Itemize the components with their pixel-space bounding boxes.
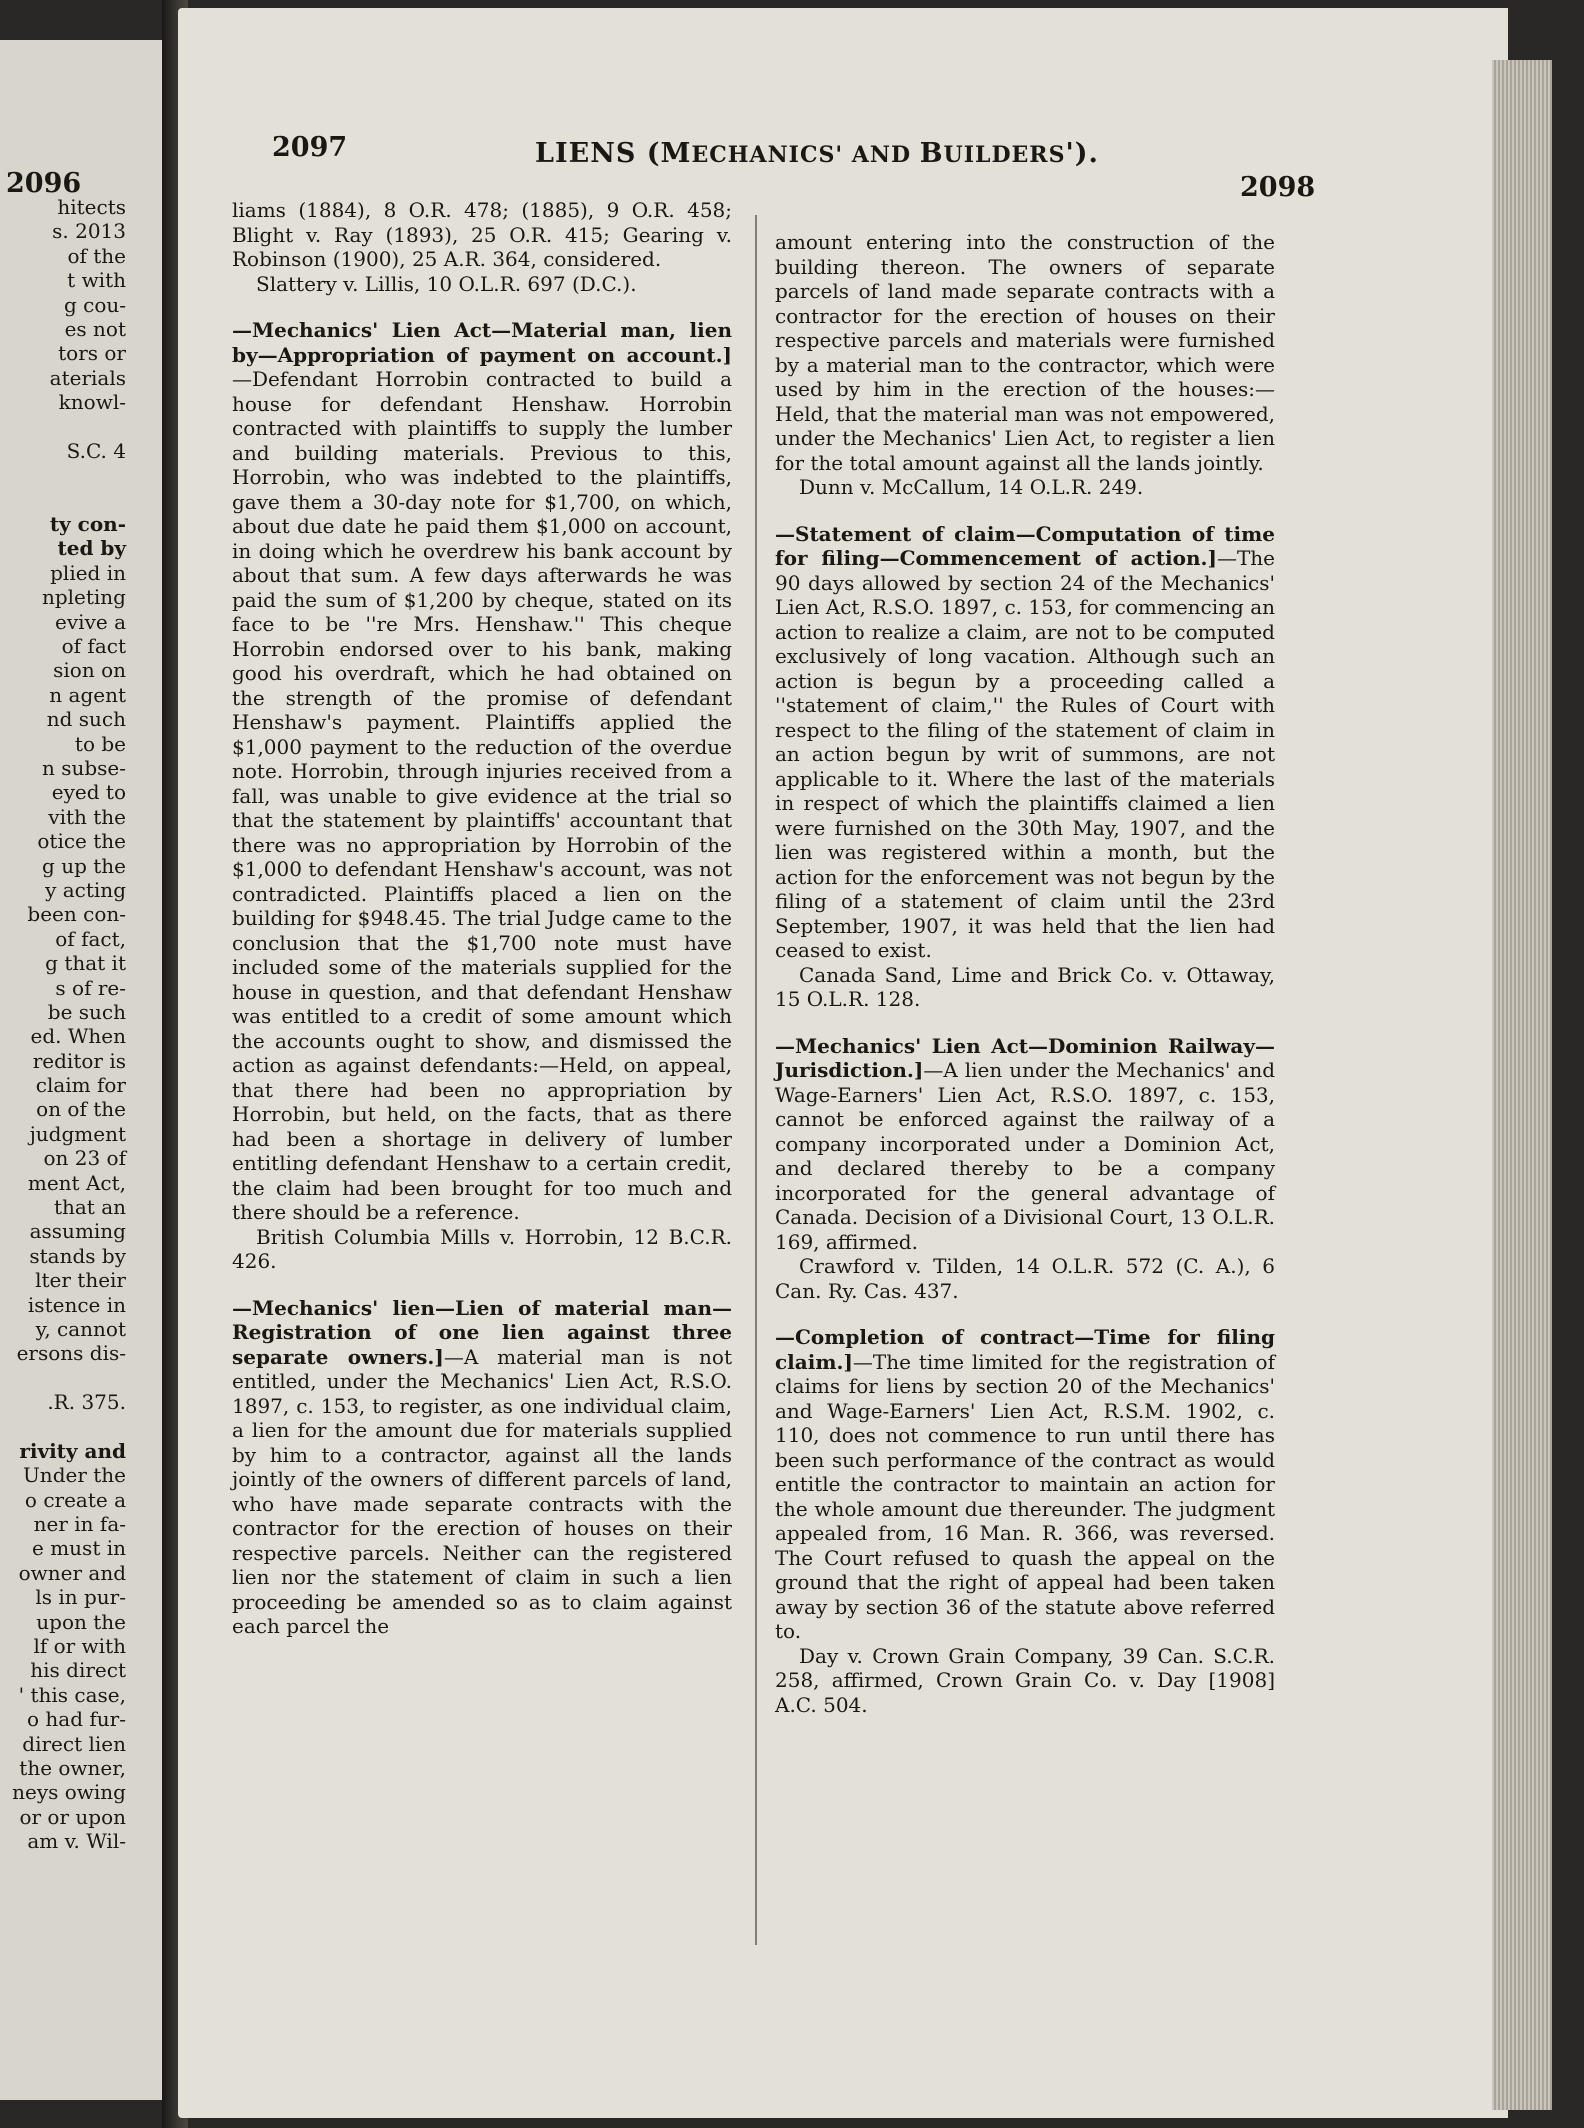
page-edges <box>1492 60 1552 2110</box>
facing-page-line: or or upon <box>19 1804 126 1829</box>
facing-page-line <box>0 488 126 512</box>
running-title <box>535 138 1099 169</box>
facing-page-line: ed. When <box>30 1024 126 1049</box>
entry-citation: Day v. Crown Grain Company, 39 Can. S.C.R. 258, affirmed, Crown Grain Co. v. Day [1908] A.C. 504. <box>775 1643 1275 1717</box>
facing-page-line: his direct <box>30 1658 126 1683</box>
facing-page <box>0 40 168 2100</box>
entry-dominion-railway <box>775 1034 1275 1304</box>
facing-page-line: t with <box>67 268 126 293</box>
entry-body: amount entering into the construction of the building thereon. The owners of separate parcels of land made separate contracts with a contractor for the erection of houses on their respective parcels and materials were furnished by a material man to the contractor, which were used by him in the erection of the houses:—Held, that the material man was not empowered, under the Mechanics' Lien Act, to register a lien for the total amount against all the lands jointly. <box>775 230 1275 475</box>
running-title-main: LIENS (M <box>535 138 692 169</box>
facing-page-line: o had fur- <box>27 1707 126 1732</box>
entry-material-man-lien <box>232 318 732 1274</box>
facing-page-line: s. 2013 <box>52 219 126 244</box>
entry-continued <box>232 198 732 296</box>
entry-body: —A material man is not entitled, under the Mechanics' Lien Act, R.S.O. 1897, c. 153, to register, as one individual claim, a lien for the amount due for materials supplied by him to a contractor, against all the lands jointly of the owners of different parcels of land, who have made separate contracts with the contractor for the erection of houses on their respective parcels. Neither can the registered lien nor the statement of claim in such a lien proceeding be amended so as to claim against each parcel the <box>232 1344 732 1638</box>
column-divider <box>755 215 757 1945</box>
page-number-left: 2097 <box>272 132 348 163</box>
entry-citation: Slattery v. Lillis, 10 O.L.R. 697 (D.C.). <box>256 271 637 296</box>
entry-body: —The 90 days allowed by section 24 of the Mechanics' Lien Act, R.S.O. 1897, c. 153, for commencing an action to realize a claim, are not to be computed exclusively of long vacation. Although such an action is begun by a proceeding called a ''statement of claim,'' the Rules of Court with respect to the filing of the statement of claim in an action begun by writ of summons, are not applicable to it. Where the last of the materials in respect of which the plaintiffs claimed a lien were furnished on the 30th May, 1907, and the lien was registered within a month, but the action for the enforcement was not begun by the filing of a statement of claim until the 23rd September, 1907, it was held that the lien had ceased to exist. <box>775 546 1275 962</box>
facing-page-line: evive a <box>55 609 126 634</box>
facing-page-line <box>0 1366 126 1390</box>
entry-heading: —Mechanics' Lien Act—Material man, lien by—Appropriation of payment on account.] <box>232 318 732 367</box>
facing-page-line: upon the <box>36 1609 126 1634</box>
facing-page-line: n agent <box>49 682 126 707</box>
facing-page-line: am v. Wil- <box>27 1829 126 1854</box>
facing-page-line: vith the <box>48 804 126 829</box>
facing-page-line: s of re- <box>55 975 126 1000</box>
left-column <box>232 198 732 1661</box>
facing-page-line: on 23 of <box>43 1146 126 1171</box>
entry-citation: British Columbia Mills v. Horrobin, 12 B.C.R. 426. <box>232 1224 732 1273</box>
facing-page-line: of fact, <box>55 926 126 951</box>
facing-page-line: ner in fa- <box>33 1512 126 1537</box>
facing-page-line: eyed to <box>51 780 126 805</box>
facing-page-line: ty con- <box>49 512 126 537</box>
facing-page-line: tors or <box>58 341 126 366</box>
facing-page-line: Under the <box>22 1463 126 1488</box>
facing-page-line: sion on <box>53 658 126 683</box>
facing-page-line: y acting <box>45 877 126 902</box>
facing-page-line: reditor is <box>32 1048 126 1073</box>
entry-citation: Canada Sand, Lime and Brick Co. v. Ottaway, 15 O.L.R. 128. <box>775 962 1275 1011</box>
facing-page-text <box>0 195 126 1854</box>
facing-page-line <box>0 1415 126 1439</box>
entry-registration-one-lien <box>232 1296 732 1639</box>
facing-page-line: judgment <box>29 1121 126 1146</box>
facing-page-line: n subse- <box>41 755 126 780</box>
entry-body: —A lien under the Mechanics' and Wage-Earners' Lien Act, R.S.O. 1897, c. 153, cannot be enforced against the railway of a company incorporated under a Dominion Act, and declared thereby to be a company incorporated for the general advantage of Canada. Decision of a Divisional Court, 13 O.L.R. 169, affirmed. <box>775 1058 1275 1254</box>
facing-page-line: ' this case, <box>18 1682 126 1707</box>
facing-page-line: S.C. 4 <box>66 438 126 463</box>
facing-page-line: to be <box>74 731 126 756</box>
facing-page-line: .R. 375. <box>47 1390 126 1415</box>
facing-page-line: g that it <box>45 951 126 976</box>
facing-page-line: hitects <box>57 195 126 219</box>
entry-heading: —Mechanics' Lien Act—Dominion Railway—Jurisdiction.] <box>775 1033 1275 1082</box>
facing-page-line: aterials <box>49 365 126 390</box>
facing-page-number: 2096 <box>6 168 82 199</box>
entry-citation: Dunn v. McCallum, 14 O.L.R. 249. <box>799 475 1144 499</box>
facing-page-line: lf or with <box>33 1634 126 1659</box>
entry-body: —The time limited for the registration of claims for liens by section 20 of the Mechanics' and Wage-Earners' Lien Act, R.S.M. 1902, c. 110, does not commence to run until there has been such performance of the contract as would entitle the contractor to maintain an action for the whole amount due thereunder. The judgment appealed from, 16 Man. R. 366, was reversed. The Court refused to quash the appeal on the ground that the right of appeal had been taken away by section 36 of the statute above referred to. <box>775 1349 1275 1643</box>
facing-page-line: y, cannot <box>35 1316 126 1341</box>
facing-page-line: ersons dis- <box>16 1341 126 1366</box>
facing-page-line: e must in <box>32 1536 126 1561</box>
running-title-smallcaps: ECHANICS' AND <box>691 142 920 168</box>
facing-page-line: neys owing <box>12 1780 126 1805</box>
facing-page-line: be such <box>47 999 126 1024</box>
facing-page-line <box>0 463 126 487</box>
right-column <box>775 230 1275 1739</box>
facing-page-line: es not <box>64 316 126 341</box>
running-title-end: '). <box>1065 138 1099 169</box>
facing-page-line: rivity and <box>19 1438 126 1463</box>
running-title-smallcaps-2: UILDERS <box>943 142 1066 168</box>
facing-page-line: that an <box>53 1195 126 1220</box>
running-title-b: B <box>919 138 944 169</box>
facing-page-line: stands by <box>29 1243 126 1268</box>
facing-page-line: otice the <box>37 829 126 854</box>
entry-heading: —Completion of contract—Time for filing claim.] <box>775 1325 1275 1374</box>
facing-page-line <box>0 415 126 439</box>
entry-body: —Defendant Horrobin contracted to build a house for defendant Henshaw. Horrobin contracted with plaintiffs to supply the lumber and building materials. Previous to this, Horrobin, who was indebted to the plaintiffs, gave them a 30-day note for $1,700, on which, about due date he paid them $1,000 on account, in doing which he overdrew his bank account by about that sum. A few days afterwards he was paid the sum of $1,200 by cheque, stated on its face to be ''re Mrs. Henshaw.'' This cheque Horrobin endorsed over to his bank, making good his overdraft, which he had obtained on the strength of the promise of defendant Henshaw's payment. Plaintiffs applied the $1,000 payment to the reduction of the overdue note. Horrobin, through injuries received from a fall, was unable to give evidence at the trial so that the statement by plaintiffs' accountant that there was no appropriation by Horrobin of the $1,000 to defendant Henshaw's account, was not contradicted. Plaintiffs placed a lien on the building for $948.45. The trial Judge came to the conclusion that the $1,700 note must have included some of the materials supplied for the house in question, and that defendant Henshaw was entitled to a credit of some amount which the accounts ought to show, and dismissed the action as against defendants:—Held, on appeal, that there had been no appropriation by Horrobin, but held, on the facts, that as there had been a shortage in delivery of lumber entitling defendant Henshaw to a certain credit, the claim had been brought for too much and there should be a reference. <box>232 367 732 1224</box>
facing-page-line: assuming <box>29 1219 126 1244</box>
entry-statement-of-claim <box>775 522 1275 1012</box>
facing-page-line: been con- <box>27 902 126 927</box>
entry-continued <box>775 230 1275 500</box>
page-number-right: 2098 <box>1240 172 1316 203</box>
facing-page-line: direct lien <box>22 1731 126 1756</box>
entry-citation: Crawford v. Tilden, 14 O.L.R. 572 (C. A.), 6 Can. Ry. Cas. 437. <box>775 1254 1275 1303</box>
facing-page-line: npleting <box>41 585 126 610</box>
facing-page-line: g cou- <box>63 292 126 317</box>
facing-page-line: claim for <box>35 1073 126 1098</box>
entry-body: liams (1884), 8 O.R. 478; (1885), 9 O.R. 458; Blight v. Ray (1893), 25 O.R. 415; Gearing v. Robinson (1900), 25 A.R. 364, considered. <box>232 198 732 271</box>
facing-page-line: ment Act, <box>27 1170 126 1195</box>
facing-page-line: plied in <box>50 560 126 585</box>
facing-page-line: lter their <box>35 1268 126 1293</box>
facing-page-line: o create a <box>24 1487 126 1512</box>
entry-heading: —Statement of claim—Computation of time for filing—Commencement of action.] <box>775 521 1275 570</box>
facing-page-line: the owner, <box>19 1756 126 1780</box>
facing-page-line: of fact <box>61 634 126 659</box>
facing-page-line: ls in pur- <box>35 1585 126 1610</box>
facing-page-line: istence in <box>27 1292 126 1317</box>
facing-page-line: on of the <box>36 1097 126 1122</box>
facing-page-line: of the <box>67 243 126 268</box>
entry-completion-of-contract <box>775 1325 1275 1717</box>
facing-page-line: g up the <box>42 853 126 878</box>
facing-page-line: nd such <box>46 707 126 732</box>
facing-page-line: ted by <box>57 536 126 561</box>
entry-heading: —Mechanics' lien—Lien of material man—Registration of one lien against three separate owners.] <box>232 1295 732 1369</box>
facing-page-line: knowl- <box>58 390 126 415</box>
facing-page-line: owner and <box>18 1560 126 1585</box>
